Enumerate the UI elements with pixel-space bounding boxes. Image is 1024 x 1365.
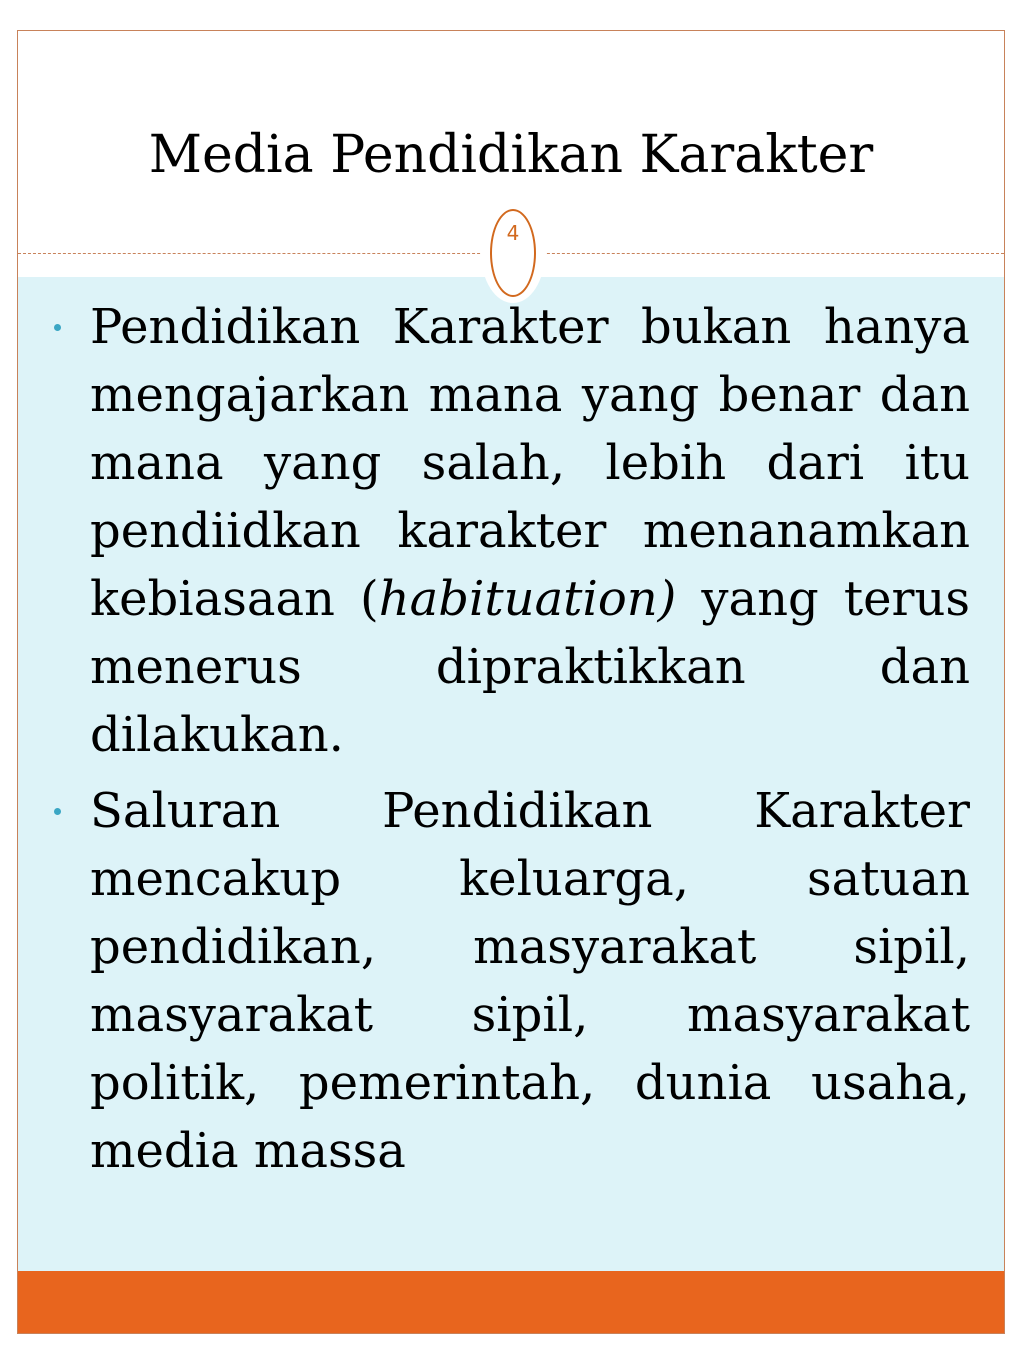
bullet-dot-icon [54,324,61,331]
bullet-item-habituation [90,293,970,769]
slide-frame [17,30,1005,1334]
bullet-text-end: yang terus menerus dipraktikkan dan dilakukan. [90,571,971,763]
bullet-list [18,293,1004,1185]
footer-accent-bar [18,1271,1004,1334]
page-number-badge [490,209,536,297]
bullet-text: Saluran Pendidikan Karakter mencakup keluarga, satuan pendidikan, masyarakat sipil, masyarakat sipil, masyarakat politik, pemerintah, dunia usaha, media massa [90,783,970,1179]
bullet-item-channels [90,777,970,1185]
bullet-text-start: Pendidikan Karakter bukan hanya mengajarkan mana yang benar dan mana yang salah, lebih dari itu pendiidkan karakter menanamkan kebiasaan ( [90,299,970,627]
slide-title: Media Pendidikan Karakter [148,125,874,185]
bullet-emphasis: habituation) [378,571,677,627]
bullet-dot-icon [54,808,61,815]
page-number: 4 [506,221,520,245]
